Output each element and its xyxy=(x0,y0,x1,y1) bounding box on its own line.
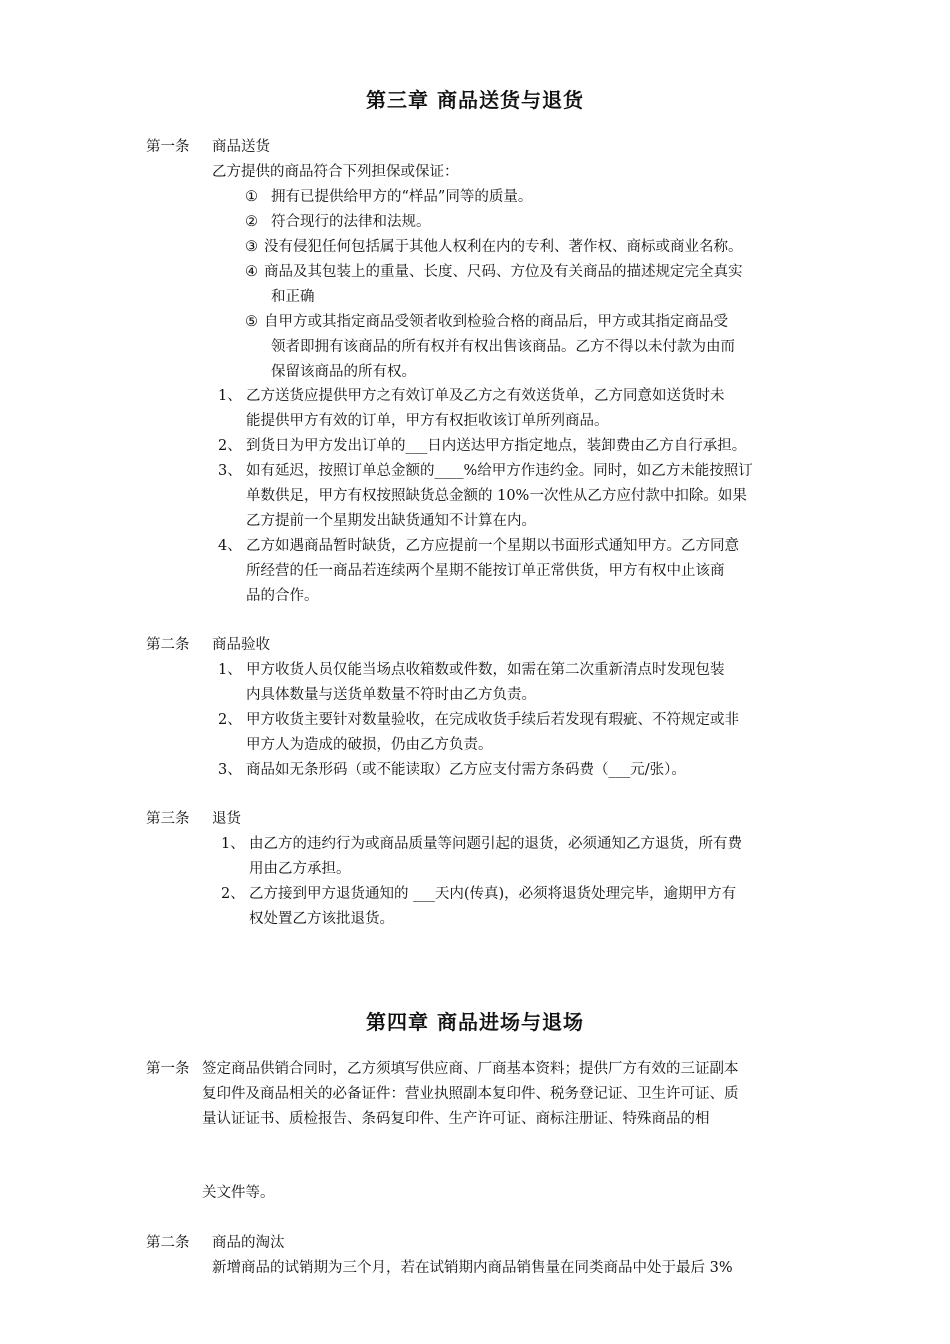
article-1-intro: 乙方提供的商品符合下列担保或保证： xyxy=(212,164,459,180)
item-line: 所经营的任一商品若连续两个星期不能按订单正常供货，甲方有权中止该商 xyxy=(246,563,725,579)
item-number: 3、 xyxy=(218,762,242,778)
item-number: 2、 xyxy=(218,712,242,728)
chapter-4-article-1-label: 第一条 xyxy=(146,1061,190,1077)
article-2-heading: 商品验收 xyxy=(212,637,270,653)
item-number: 4、 xyxy=(218,538,242,554)
paragraph-line: 签定商品供销合同时，乙方须填写供应商、厂商基本资料；提供厂方有效的三证副本 xyxy=(202,1061,739,1077)
guarantee-line: 拥有已提供给甲方的“样品”同等的质量。 xyxy=(271,189,533,205)
chapter-4-article-2-label: 第二条 xyxy=(146,1235,190,1251)
guarantee-line: 符合现行的法律和法规。 xyxy=(271,214,431,230)
article-2-label: 第二条 xyxy=(146,637,190,653)
item-line: 乙方如遇商品暂时缺货，乙方应提前一个星期以书面形式通知甲方。乙方同意 xyxy=(246,538,739,554)
item-line: 由乙方的违约行为或商品质量等问题引起的退货，必须通知乙方退货，所有费 xyxy=(249,836,742,852)
guarantee-mark: ② xyxy=(245,214,258,230)
item-line: 乙方送货应提供甲方之有效订单及乙方之有效送货单，乙方同意如送货时未 xyxy=(246,388,725,404)
item-number: 1、 xyxy=(218,662,242,678)
item-line: 权处置乙方该批退货。 xyxy=(249,911,394,927)
guarantee-line: 商品及其包装上的重量、长度、尺码、方位及有关商品的描述规定完全真实 xyxy=(264,264,743,280)
guarantee-line: 和正确 xyxy=(271,289,315,305)
item-line: 能提供甲方有效的订单，甲方有权拒收该订单所列商品。 xyxy=(246,413,609,429)
guarantee-line: 没有侵犯任何包括属于其他人权利在内的专利、著作权、商标或商业名称。 xyxy=(264,239,743,255)
item-number: 1、 xyxy=(218,388,242,404)
chapter-4-title: 第四章 商品进场与退场 xyxy=(366,1010,584,1034)
item-number: 2、 xyxy=(221,886,245,902)
article-1-heading: 商品送货 xyxy=(212,139,270,155)
paragraph-line: 新增商品的试销期为三个月，若在试销期内商品销售量在同类商品中处于最后 3% xyxy=(212,1260,733,1276)
item-line: 甲方收货主要针对数量验收，在完成收货手续后若发现有瑕疵、不符规定或非 xyxy=(246,712,739,728)
guarantee-line: 领者即拥有该商品的所有权并有权出售该商品。乙方不得以未付款为由而 xyxy=(271,339,735,355)
item-line: 品的合作。 xyxy=(246,588,319,604)
item-line: 商品如无条形码（或不能读取）乙方应支付需方条码费（___元/张）。 xyxy=(246,762,686,778)
item-line: 乙方提前一个星期发出缺货通知不计算在内。 xyxy=(246,513,536,529)
item-number: 1、 xyxy=(221,836,245,852)
guarantee-line: 自甲方或其指定商品受领者收到检验合格的商品后，甲方或其指定商品受 xyxy=(264,314,728,330)
guarantee-mark: ① xyxy=(245,189,258,205)
item-line: 到货日为甲方发出订单的___日内送达甲方指定地点，装卸费由乙方自行承担。 xyxy=(246,438,747,454)
paragraph-line: 关文件等。 xyxy=(202,1185,275,1201)
guarantee-mark: ⑤ xyxy=(245,314,258,330)
item-line: 乙方接到甲方退货通知的 ___天内(传真)，必须将退货处理完毕，逾期甲方有 xyxy=(249,886,737,902)
article-1-label: 第一条 xyxy=(146,139,190,155)
article-3-label: 第三条 xyxy=(146,811,190,827)
guarantee-mark: ④ xyxy=(245,264,258,280)
item-line: 甲方收货人员仅能当场点收箱数或件数，如需在第二次重新清点时发现包装 xyxy=(246,662,725,678)
item-line: 单数供足，甲方有权按照缺货总金额的 10%一次性从乙方应付款中扣除。如果 xyxy=(246,488,747,504)
article-3-heading: 退货 xyxy=(212,811,241,827)
guarantee-line: 保留该商品的所有权。 xyxy=(271,364,416,380)
item-line: 内具体数量与送货单数量不符时由乙方负责。 xyxy=(246,687,536,703)
item-line: 如有延迟，按照订单总金额的____%给甲方作违约金。同时，如乙方未能按照订 xyxy=(246,463,753,479)
item-number: 3、 xyxy=(218,463,242,479)
chapter-3-title: 第三章 商品送货与退货 xyxy=(366,88,584,112)
paragraph-line: 量认证证书、质检报告、条码复印件、生产许可证、商标注册证、特殊商品的相 xyxy=(202,1111,710,1127)
chapter-4-article-2-heading: 商品的淘汰 xyxy=(212,1235,285,1251)
item-line: 甲方人为造成的破损，仍由乙方负责。 xyxy=(246,737,493,753)
guarantee-mark: ③ xyxy=(245,239,258,255)
item-line: 用由乙方承担。 xyxy=(249,861,351,877)
paragraph-line: 复印件及商品相关的必备证件：营业执照副本复印件、税务登记证、卫生许可证、质 xyxy=(202,1086,739,1102)
item-number: 2、 xyxy=(218,438,242,454)
